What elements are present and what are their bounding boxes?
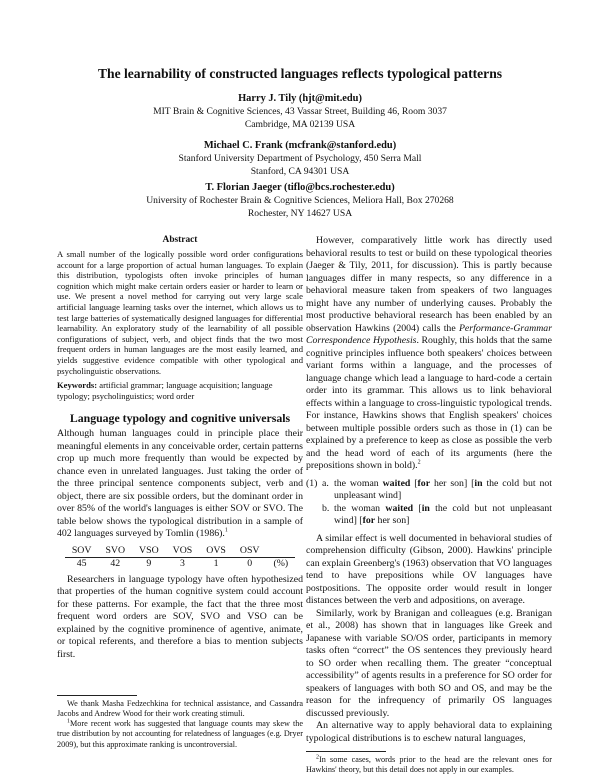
example-1b bbox=[306, 503, 552, 528]
author-affiliation: MIT Brain & Cognitive Sciences, 43 Vassar Street, Building 46, Room 3037 bbox=[153, 106, 447, 117]
keywords bbox=[57, 380, 303, 401]
abstract-section bbox=[57, 235, 303, 401]
paragraph bbox=[57, 428, 303, 541]
footnote-text: More recent work has suggested that language counts may skew the true distribution by not accounting for relatedness of languages (e.g. Dryer 2009), but this approximate ranking is uncontroversial. bbox=[57, 719, 303, 749]
table-row bbox=[65, 557, 295, 570]
table-cell: (%) bbox=[273, 557, 289, 569]
section-language-typology bbox=[57, 411, 303, 661]
example-1a bbox=[306, 478, 552, 503]
abstract-heading: Abstract bbox=[162, 235, 198, 245]
right-column-body bbox=[306, 235, 552, 745]
example-text: the woman waited [for her son] [in the cold but not unpleasant wind] bbox=[334, 477, 552, 501]
footnote-rule bbox=[306, 751, 386, 752]
paragraph: Similarly, work by Branigan and colleagues (e.g. Branigan et al., 2008) has shown that in languages like Greek and Japanese with variable SO/OS order, participants in memory tasks often “correct” the OS sentences they previously heard to SO order when recalling them. The greater “conceptual accessibility” of agents results in a preference for SO order for speakers of languages with both SO and OS, and may be the reason for the infrequency of primarily OS languages discussed previously. bbox=[306, 607, 552, 719]
author-address: Stanford, CA 94301 USA bbox=[250, 166, 350, 177]
author-block-1 bbox=[0, 92, 600, 131]
paper-title: The learnability of constructed languages reflects typological patterns bbox=[97, 66, 503, 81]
footnotes-right bbox=[306, 745, 552, 776]
section-heading: Language typology and cognitive universals bbox=[69, 411, 291, 426]
footnote-acknowledgment: We thank Masha Fedzechkina for technical assistance, and Cassandra Jacobs and Andrew Wood for their work creating stimuli. bbox=[57, 698, 303, 718]
table-header: SVO bbox=[98, 545, 132, 558]
paragraph: A similar effect is well documented in behavioral studies of comprehension difficulty (Gibson, 2000). Hawkins' principle can explain Greenberg's (1963) observation that VO languages tend to have prepositions while OV languages have postpositions. The opposite order would result in longer distances between the verb and adpositions, on average. bbox=[306, 532, 552, 606]
author-address: Cambridge, MA 02139 USA bbox=[244, 119, 356, 130]
table-cell: 1 bbox=[213, 557, 219, 569]
keywords-label: Keywords: bbox=[57, 380, 98, 391]
table-cell: 42 bbox=[110, 557, 121, 569]
example-label: a. bbox=[322, 477, 329, 489]
footnote-mark: 2 bbox=[316, 754, 319, 761]
table-header-row bbox=[65, 545, 295, 558]
table-cell: 3 bbox=[180, 557, 185, 569]
table-cell: 0 bbox=[247, 557, 253, 569]
paragraph-text: . Roughly, this holds that the same cognitive principles influence both speakers' choices between variant forms within a language, and the processes of language change which lead a language to hard-code a certain order into its grammar. This allows us to link behavioral effects within a language to cross-linguistic typological trends. For instance, Hawkins shows that English speakers' choices between multiple possible orders such as those in (1) can be explained by a preference to keep as close as possible the verb and the head word of each of its arguments (here the prepositions shown in bold). bbox=[306, 335, 552, 471]
author-name: Michael C. Frank (mcfrank@stanford.edu) bbox=[203, 140, 397, 151]
word-order-table bbox=[65, 545, 295, 570]
right-column bbox=[306, 235, 552, 776]
author-block-3 bbox=[0, 181, 600, 220]
italic-term: Performance-Grammar Correspondence Hypothesis bbox=[306, 322, 553, 346]
paragraph: Researchers in language typology have often hypothesized that properties of the human cognitive system could account for these patterns. For example, the fact that the three most frequent word orders are SOV, SVO and VSO can be explained by the cognitive prominence of agentive, animate, or topical referents, and therefore a bias to mention subjects first. bbox=[57, 573, 303, 660]
author-name: T. Florian Jaeger (tiflo@bcs.rochester.edu) bbox=[205, 182, 395, 193]
table-header: OSV bbox=[233, 545, 267, 558]
author-address: Rochester, NY 14627 USA bbox=[247, 208, 353, 219]
paragraph-text: Although human languages could in principle place their meaningful elements in any conceivable order, certain patterns crop up much more frequently than would be expected by chance even in unrelated languages. Just taking the order of the three principal sentence components subject, verb and object, there are six possible orders, but the dominant order in over 85% of the world's languages is either SOV or SVO. The table below shows the typological distribution in a sample of 402 languages surveyed by Tomlin (1986). bbox=[57, 428, 303, 540]
paragraph-text: However, comparatively little work has directly used behavioral results to test or build on these typological theories (Jaeger & Tily, 2011, for discussion). This is partly because languages differ in many respects, so any difference in a behavioral measure taken from speakers of two languages might have any number of underlying causes. Probably the most productive behavioral research has been enabled by an observation Hawkins (2004) calls the bbox=[306, 235, 552, 334]
table-cell: 45 bbox=[76, 557, 87, 569]
footnote-ref: 1 bbox=[224, 528, 228, 535]
table-header: SOV bbox=[65, 545, 99, 558]
author-block-2 bbox=[0, 139, 600, 178]
example-1 bbox=[306, 478, 552, 528]
footnotes-left bbox=[57, 689, 303, 750]
footnote-text: In some cases, words prior to the head are the relevant ones for Hawkins' theory, but this detail does not apply in our examples. bbox=[306, 755, 552, 775]
author-name: Harry J. Tily (hjt@mit.edu) bbox=[238, 93, 362, 104]
example-text: the woman waited [in the cold but not unpleasant wind] [for her son] bbox=[334, 502, 553, 526]
footnote-1 bbox=[57, 719, 303, 750]
author-affiliation: University of Rochester Brain & Cognitive Sciences, Meliora Hall, Box 270268 bbox=[146, 195, 454, 206]
paragraph bbox=[306, 235, 552, 473]
footnote-mark: 1 bbox=[67, 718, 70, 725]
table-header: OVS bbox=[199, 545, 233, 558]
table-header bbox=[266, 545, 295, 558]
keywords-text: artificial grammar; language acquisition; language typology; psycholinguistics; word order bbox=[57, 380, 273, 401]
table-header: VSO bbox=[132, 545, 166, 558]
paragraph: An alternative way to apply behavioral data to explaining typological distributions is to eschew natural languages, bbox=[306, 720, 552, 744]
footnote-2 bbox=[306, 755, 552, 776]
table-cell: 9 bbox=[146, 557, 152, 569]
footnote-ref: 2 bbox=[417, 459, 421, 466]
author-affiliation: Stanford University Department of Psychology, 450 Serra Mall bbox=[178, 153, 422, 164]
left-column bbox=[57, 235, 303, 750]
table-header: VOS bbox=[166, 545, 200, 558]
example-number: (1) bbox=[306, 477, 318, 489]
example-label: b. bbox=[322, 502, 330, 514]
footnote-rule bbox=[57, 695, 137, 696]
abstract-text: A small number of the logically possible word order configurations account for a large proportion of actual human languages. To explain this distribution, typologists often invoke principles of human cognition which might make certain orders easier or harder to learn or use. We present a novel method for carrying out very large scale artificial language learning tasks over the internet, which allows us to test large batteries of systematically designed languages for differential learnability. An exploratory study of the learnability of all possible configurations of subject, verb, and object finds that the two most frequent orders in human languages are the most easily learned, and yields suggestive evidence compatible with other typological and psycholinguistic observations. bbox=[57, 249, 303, 376]
